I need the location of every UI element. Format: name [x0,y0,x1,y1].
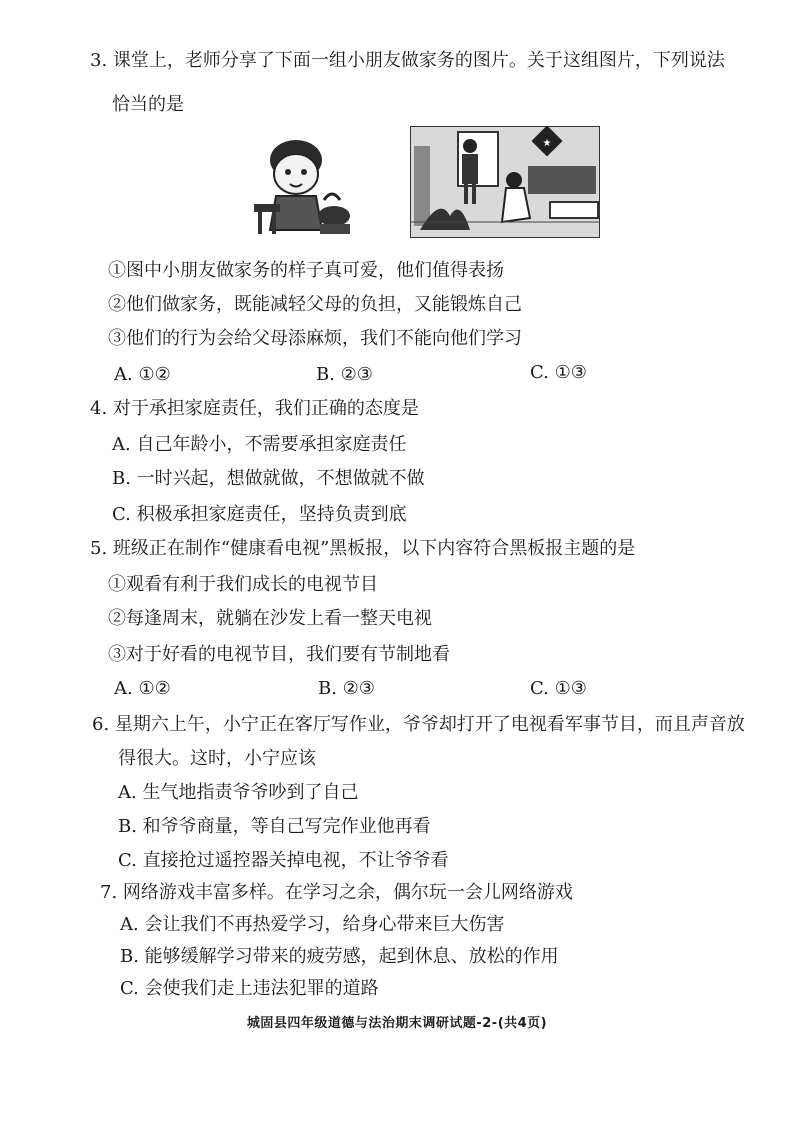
q5-statement-1: ①观看有利于我们成长的电视节目 [108,574,378,595]
q3-stem-line2: 恰当的是 [112,94,184,115]
q6-option-b[interactable]: B. 和爷爷商量，等自己写完作业他再看 [118,816,431,837]
q5-option-b[interactable]: B. ②③ [318,678,375,699]
q3-statement-3: ③他们的行为会给父母添麻烦，我们不能向他们学习 [108,328,522,349]
badge-icon: ★ [542,138,552,149]
q7-stem: 7. 网络游戏丰富多样。在学习之余，偶尔玩一会儿网络游戏 [100,882,573,903]
q6-stem-line1: 6. 星期六上午，小宁正在客厅写作业，爷爷却打开了电视看军事节目，而且声音放 [92,714,745,735]
q5-statement-2: ②每逢周末，就躺在沙发上看一整天电视 [108,608,432,629]
q3-option-c[interactable]: C. ①③ [530,362,587,383]
q5-statement-3: ③对于好看的电视节目，我们要有节制地看 [108,644,450,665]
q7-option-a[interactable]: A. 会让我们不再热爱学习，给身心带来巨大伤害 [120,914,505,935]
page-footer: 城固县四年级道德与法治期末调研试题-2-(共4页) [246,1016,548,1031]
q7-option-b[interactable]: B. 能够缓解学习带来的疲劳感，起到休息、放松的作用 [120,946,559,967]
living-room-illustration [410,126,600,238]
q7-option-c[interactable]: C. 会使我们走上违法犯罪的道路 [120,978,379,999]
child-cooking-illustration [244,134,362,238]
q4-option-a[interactable]: A. 自己年龄小，不需要承担家庭责任 [112,434,407,455]
q5-option-c[interactable]: C. ①③ [530,678,587,699]
q3-statement-1: ①图中小朋友做家务的样子真可爱，他们值得表扬 [108,260,504,281]
q6-stem-line2: 得很大。这时，小宁应该 [118,748,316,769]
q5-stem: 5. 班级正在制作“健康看电视”黑板报，以下内容符合黑板报主题的是 [90,538,636,559]
q4-stem: 4. 对于承担家庭责任，我们正确的态度是 [90,398,419,419]
q3-statement-2: ②他们做家务，既能减轻父母的负担，又能锻炼自己 [108,294,522,315]
q4-option-b[interactable]: B. 一时兴起，想做就做，不想做就不做 [112,468,425,489]
q3-option-a[interactable]: A. ①② [114,364,171,385]
q6-option-a[interactable]: A. 生气地指责爷爷吵到了自己 [118,782,359,803]
q6-option-c[interactable]: C. 直接抢过遥控器关掉电视，不让爷爷看 [118,850,449,871]
q5-option-a[interactable]: A. ①② [114,678,171,699]
q3-stem-line1: 3. 课堂上，老师分享了下面一组小朋友做家务的图片。关于这组图片，下列说法 [90,50,725,71]
q4-option-c[interactable]: C. 积极承担家庭责任，坚持负责到底 [112,504,407,525]
q3-option-b[interactable]: B. ②③ [316,364,373,385]
